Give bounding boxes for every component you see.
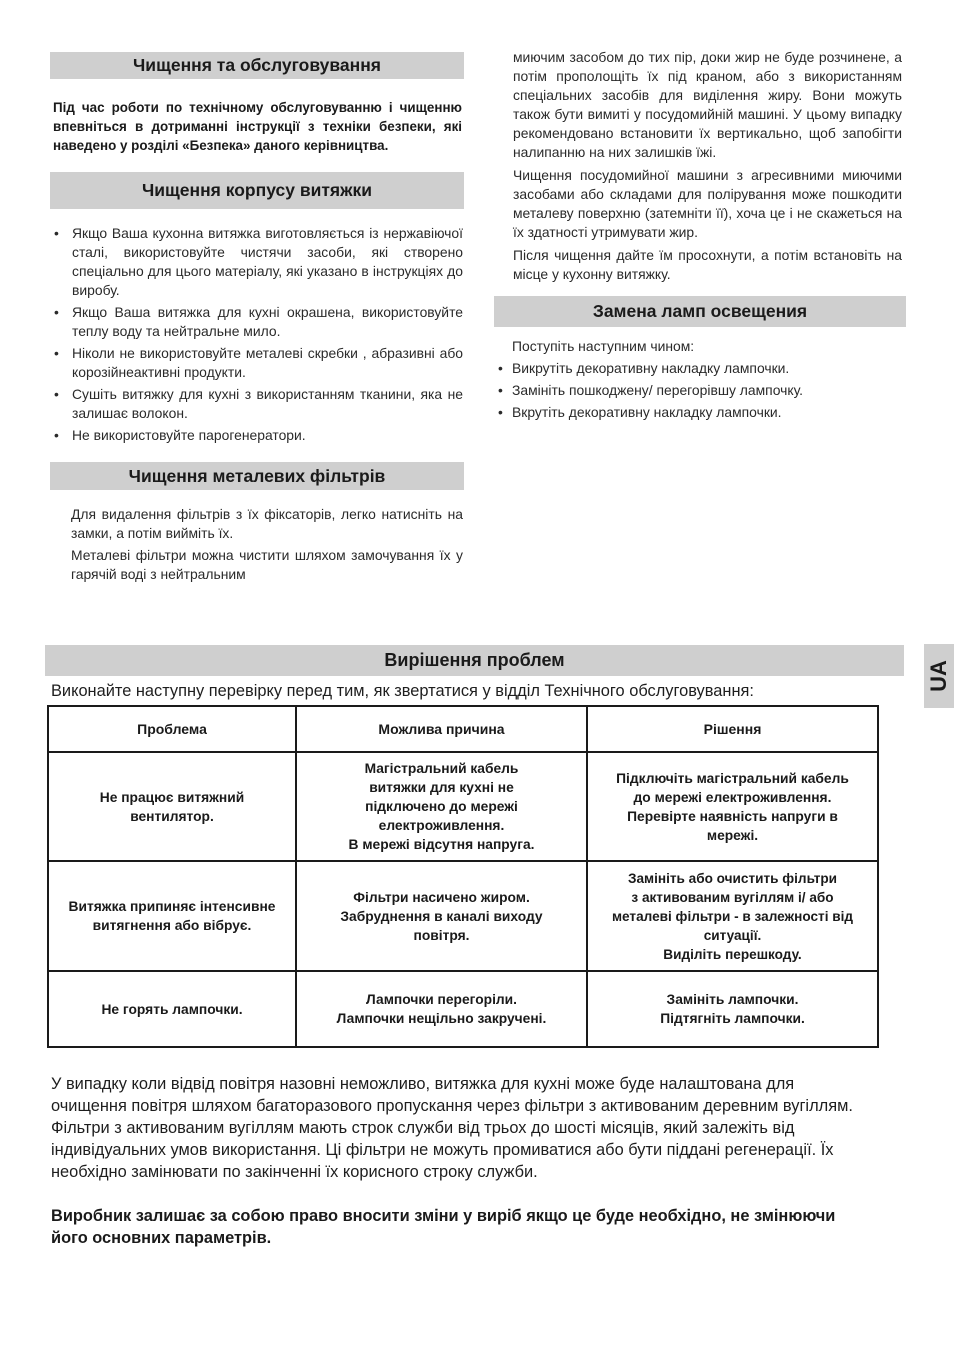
list-item: • Вкрутіть декоративну накладку лампочки.: [494, 403, 906, 422]
recirculation-paragraph: У випадку коли відвід повітря назовні неможливо, витяжка для кухні може буде налаштована для очищення повітря шляхом багаторазового пропускання через фільтри з активованим деревним вугіллям.: [51, 1075, 853, 1115]
language-tab: [924, 644, 954, 708]
table-row: [48, 752, 878, 861]
table-row: [48, 971, 878, 1047]
troubleshooting-intro: Виконайте наступну перевірку перед тим, як звертатися у відділ Технічного обслуговування:: [51, 682, 754, 700]
metal-filters-continued: [494, 48, 906, 284]
cause-cell: Лампочки перегоріли. Лампочки нещільно закручені.: [296, 971, 587, 1047]
lamp-intro: Поступіть наступним чином:: [512, 338, 695, 354]
metal-filters-paragraph-2: Металеві фільтри можна чистити шляхом замочування їх у гарячій воді з нейтральним: [71, 547, 463, 582]
troubleshooting-table: [47, 705, 879, 1048]
list-item: • Якщо Ваша кухонна витяжка виготовляється із нержавіючої сталі, використовуйте чистячи засоби, які створено спеціально для цього матеріалу, які указано в інструкціях до виробу.: [50, 224, 463, 300]
cause-cell: Фільтри насичено жиром. Забруднення в каналі виходу повітря.: [296, 861, 587, 971]
solution-cell: Замініть лампочки. Підтягніть лампочки.: [587, 971, 878, 1047]
heading-cleaning-maintenance: Чищення та обслуговування: [50, 52, 464, 79]
list-item: • Якщо Ваша витяжка для кухні окрашена, використовуйте теплу воду та нейтральне мило.: [50, 303, 463, 341]
list-item: • Замініть пошкоджену/ перегорівшу лампочку.: [494, 381, 906, 400]
header-cause: Можлива причина: [296, 706, 587, 752]
list-item: • Викрутіть декоративну накладку лампочки.: [494, 359, 906, 378]
solution-cell: Замініть або очистить фільтри з активованим вугіллям і/ або металеві фільтри - в залежності від ситуації. Виділіть перешкоду.: [587, 861, 878, 971]
right-column: [494, 48, 906, 422]
header-problem: Проблема: [48, 706, 296, 752]
carbon-filter-text: [51, 1073, 871, 1249]
heading-lamp-replacement: Замена ламп освещения: [494, 296, 906, 327]
list-item: • Сушіть витяжку для кухні з використанням тканини, яка не залишає волокон.: [50, 385, 463, 423]
problem-cell: Не працює витяжний вентилятор.: [48, 752, 296, 861]
filters-continued-paragraph: миючим засобом до тих пір, доки жир не буде розчинене, а потім прополощіть їх під краном, або з використанням спеціальних засобів для виділення жиру. Вони можуть також бути вимиті у посудомийній машині. У цьому випадку рекомендовано встановити їх вертикально, щоб запобігти налипанню на них залишків їжі.: [513, 49, 902, 160]
left-column: [50, 52, 464, 584]
safety-intro: Під час роботи по технічному обслуговуванню і чищенню впевніться в дотриманні інструкції з техніки безпеки, які наведено у розділі «Безпека» даного керівництва.: [53, 100, 462, 153]
language-tab-label: UA: [926, 660, 951, 692]
list-item: • Ніколи не використовуйте металеві скребки , абразивні або корозійнеактивні продукти.: [50, 344, 463, 382]
dishwasher-paragraph: Чищення посудомийної машини з агресивними миючими засобами або складами для полірування може пошкодити металеву поверхню (затемніти її), хоча це і не скажеться на їх здатності утримувати жир.: [513, 167, 902, 240]
problem-cell: Не горять лампочки.: [48, 971, 296, 1047]
table-header-row: [48, 706, 878, 752]
heading-troubleshooting: Вирішення проблем: [45, 645, 904, 676]
problem-cell: Витяжка припиняє інтенсивне витягнення або вібрує.: [48, 861, 296, 971]
table-row: [48, 861, 878, 971]
lamp-steps-list: [494, 359, 906, 422]
heading-hood-body-cleaning: Чищення корпусу витяжки: [50, 172, 464, 209]
heading-metal-filters: Чищення металевих фільтрів: [50, 462, 464, 490]
metal-filters-paragraph-1: Для видалення фільтрів з їх фіксаторів, легко натисніть на замки, а потім вийміть їх.: [71, 506, 463, 541]
cause-cell: Магістральний кабель витяжки для кухні не підключено до мережі електроживлення. В мережі відсутня напруга.: [296, 752, 587, 861]
drying-paragraph: Після чищення дайте їм просохнути, а потім встановіть на місце у кухонну витяжку.: [513, 247, 902, 282]
manufacturer-note: Виробник залишає за собою право вносити зміни у виріб якщо це буде необхідно, не змінюючи його основних параметрів.: [51, 1207, 836, 1247]
carbon-filter-paragraph: Фільтри з активованим вугіллям мають строк служби від трьох до шості місяців, який залежіть від індивідуальних умов використання. Ці фільтри не можуть промиватися або бути піддані регенерації. Їх необхідно замінювати по закінченні їх корисного строку служби.: [51, 1119, 834, 1181]
metal-filters-text: [50, 505, 464, 584]
list-item: • Не використовуйте парогенератори.: [50, 426, 463, 445]
header-solution: Рішення: [587, 706, 878, 752]
solution-cell: Підключіть магістральний кабель до мережі електроживлення. Перевірте наявність напруги в мережі.: [587, 752, 878, 861]
hood-body-cleaning-list: [50, 224, 464, 445]
